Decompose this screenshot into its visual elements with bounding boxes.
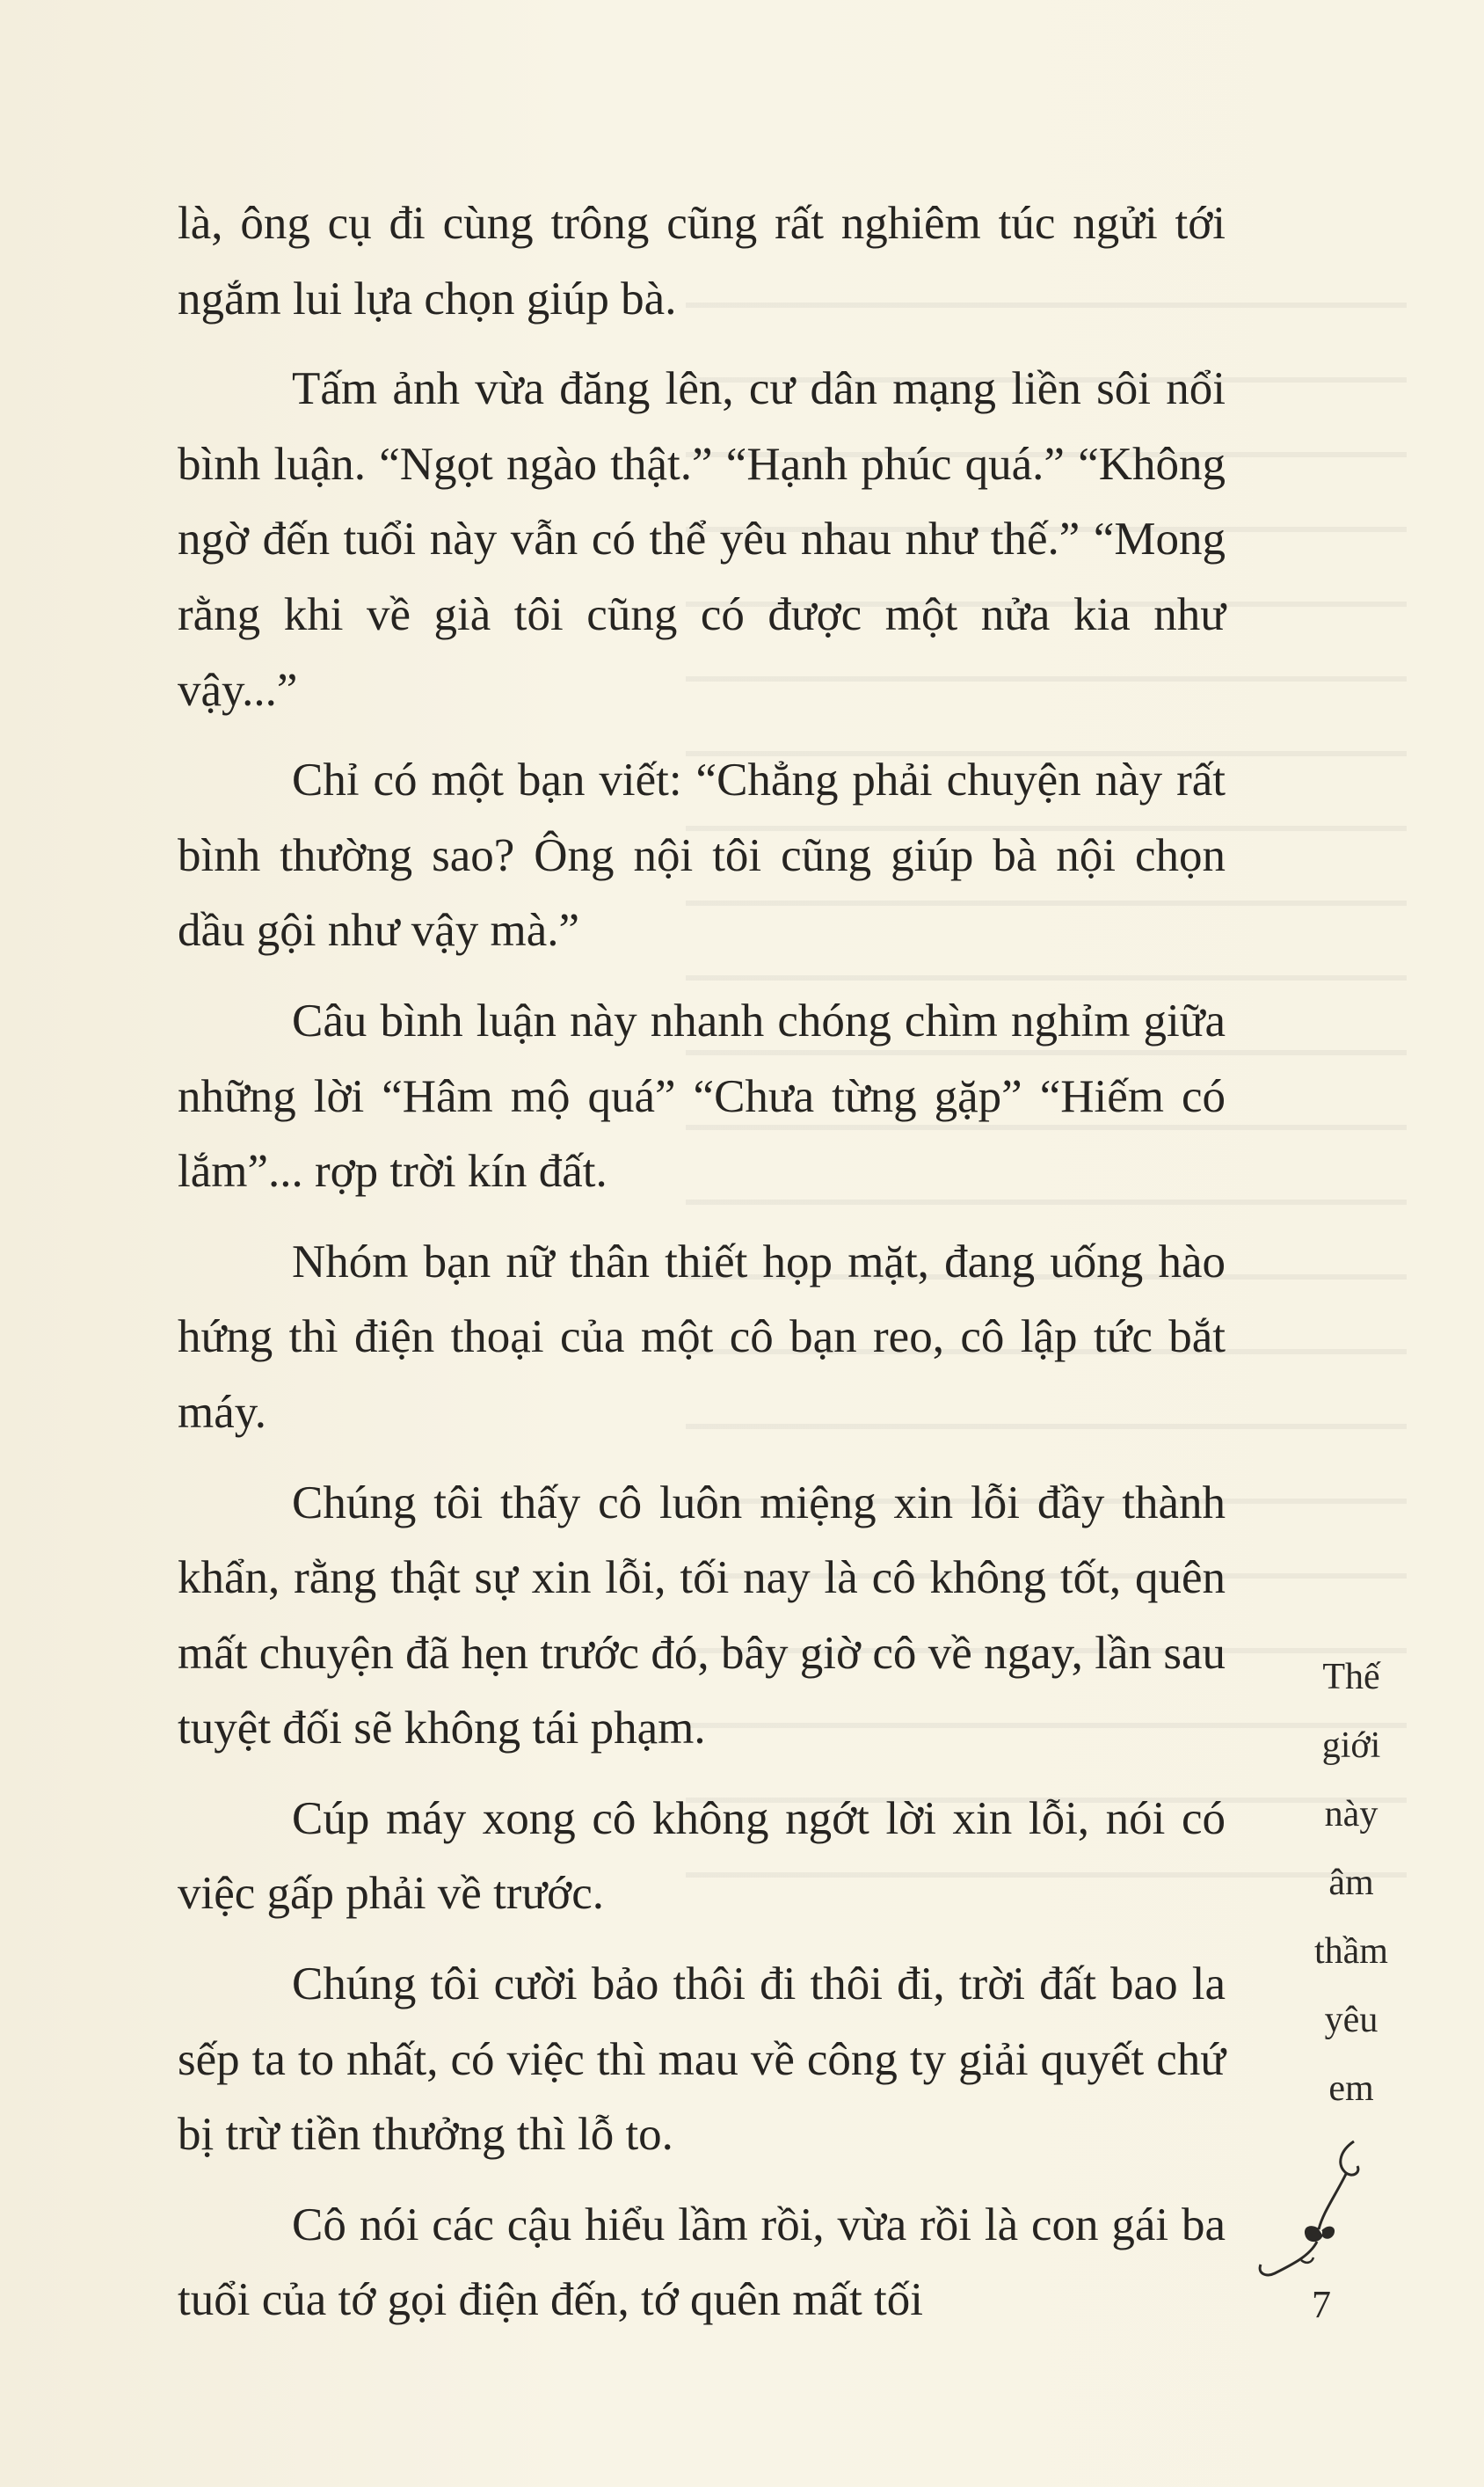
paragraph: Chỉ có một bạn viết: “Chẳng phải chuyện này rất bình thường sao? Ông nội tôi cũng giúp bà nội chọn dầu gội như vậy mà.” <box>178 755 1226 957</box>
running-title-word: giới <box>1321 1725 1381 1766</box>
page-number: 7 <box>1312 2283 1331 2326</box>
paragraph: Nhóm bạn nữ thân thiết họp mặt, đang uống hào hứng thì điện thoại của một cô bạn reo, cô lập tức bắt máy. <box>178 1236 1226 1438</box>
paragraph: Câu bình luận này nhanh chóng chìm nghỉm giữa những lời “Hâm mộ quá” “Chưa từng gặp” “Hiếm có lắm”... rợp trời kín đất. <box>178 995 1226 1198</box>
running-title-word: này <box>1324 1794 1379 1834</box>
running-title-word: em <box>1328 2068 1374 2109</box>
running-title-word: âm <box>1328 1863 1374 1903</box>
running-title-word: thầm <box>1314 1931 1388 1972</box>
paragraph: Tấm ảnh vừa đăng lên, cư dân mạng liền sôi nổi bình luận. “Ngọt ngào thật.” “Hạnh phúc quá.” “Không ngờ đến tuổi này vẫn có thể yêu nhau như thế.” “Mong rằng khi về già tôi cũng có được một nửa kia như vậy...” <box>178 363 1226 716</box>
paragraph: là, ông cụ đi cùng trông cũng rất nghiêm túc ngửi tới ngắm lui lựa chọn giúp bà. <box>178 198 1226 325</box>
running-title <box>1312 1643 1391 2123</box>
floral-ornament-icon <box>1248 2133 1380 2300</box>
paragraph: Chúng tôi thấy cô luôn miệng xin lỗi đầy thành khẩn, rằng thật sự xin lỗi, tối nay là cô không tốt, quên mất chuyện đã hẹn trước đó, bây giờ cô về ngay, lần sau tuyệt đối sẽ không tái phạm. <box>178 1477 1226 1754</box>
body-text <box>178 186 1226 2353</box>
paragraph: Cúp máy xong cô không ngớt lời xin lỗi, nói có việc gấp phải về trước. <box>178 1792 1226 1920</box>
running-title-word: yêu <box>1324 2000 1379 2040</box>
paragraph: Chúng tôi cười bảo thôi đi thôi đi, trời đất bao la sếp ta to nhất, có việc thì mau về công ty giải quyết chứ bị trừ tiền thưởng thì lỗ to. <box>178 1958 1226 2161</box>
running-title-word: Thế <box>1322 1657 1380 1697</box>
paragraph: Cô nói các cậu hiểu lầm rồi, vừa rồi là con gái ba tuổi của tớ gọi điện đến, tớ quên mất tối <box>178 2199 1226 2326</box>
